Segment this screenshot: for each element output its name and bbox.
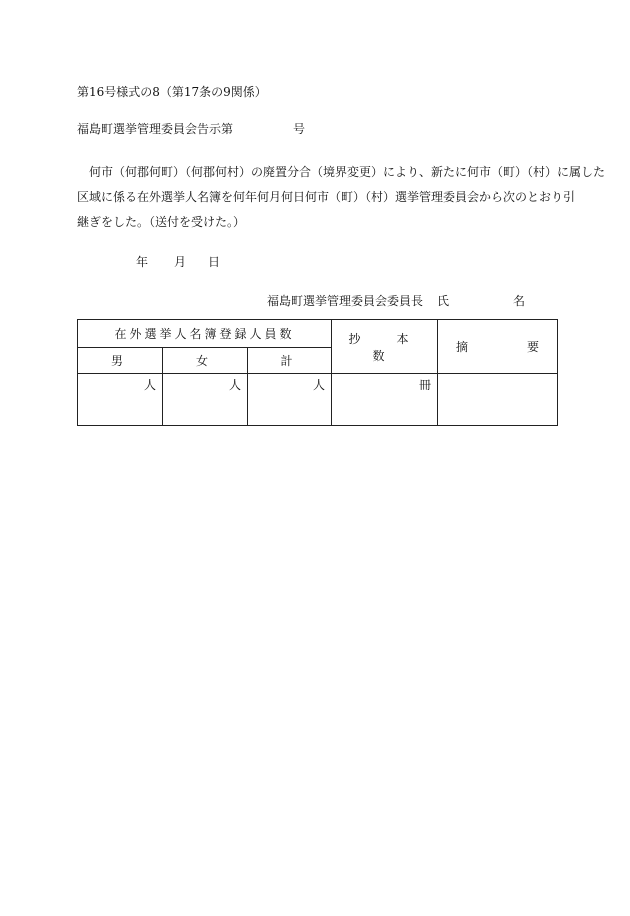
date-day: 日 — [208, 255, 221, 269]
body-line-3: 継ぎをした。（送付を受けた。） — [77, 215, 246, 229]
total-count-cell: 人 — [248, 374, 332, 426]
date-month: 月 — [174, 255, 187, 269]
body-line-1: 何市（何郡何町）（何郡何村）の廃置分合（境界変更）により、新たに何市（町）（村）に属した — [89, 165, 606, 179]
total-header: 計 — [248, 348, 332, 374]
remarks-header-right: 要 — [527, 340, 540, 354]
body-paragraph — [77, 160, 606, 235]
date-year: 年 — [136, 255, 149, 269]
female-count-cell: 人 — [163, 374, 248, 426]
signature-line — [267, 293, 525, 309]
remarks-header — [438, 320, 558, 374]
remarks-header-left: 摘 — [456, 340, 469, 354]
female-header: 女 — [163, 348, 248, 374]
copies-count-cell: 冊 — [332, 374, 438, 426]
form-number: 第16号様式の8（第17条の9関係） — [77, 85, 267, 99]
notice-title-row — [77, 121, 305, 137]
table-row — [78, 374, 558, 426]
signer-shi: 氏 — [437, 294, 450, 308]
signer-mei: 名 — [513, 294, 526, 308]
male-count-cell: 人 — [78, 374, 163, 426]
date-line — [136, 254, 220, 270]
signer-title: 福島町選挙管理委員会委員長 — [267, 294, 424, 308]
remarks-cell — [438, 374, 558, 426]
table-header-row-1 — [78, 320, 558, 348]
male-header: 男 — [78, 348, 163, 374]
registration-table — [77, 319, 558, 426]
body-line-2: 区域に係る在外選挙人名簿を何年何月何日何市（町）（村）選挙管理委員会から次のとおり引 — [77, 190, 576, 204]
notice-number-label: 号 — [293, 122, 306, 136]
registered-count-header: 在外選挙人名簿登録人員数 — [78, 320, 332, 348]
copies-header: 抄 本 数 — [332, 320, 438, 374]
notice-title: 福島町選挙管理委員会告示第 — [77, 122, 234, 136]
